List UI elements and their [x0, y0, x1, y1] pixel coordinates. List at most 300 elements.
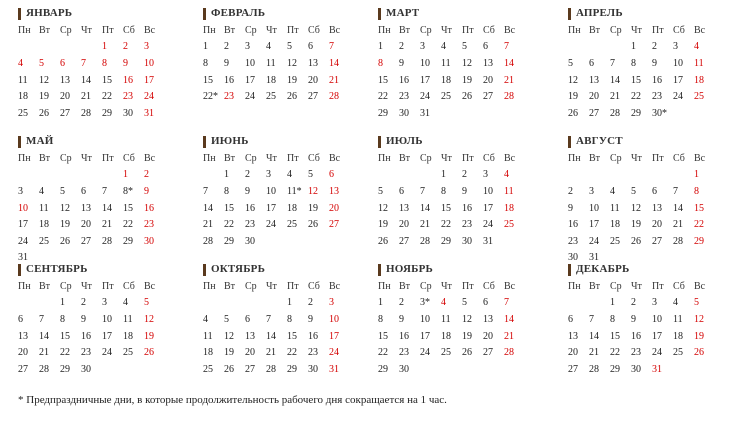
weekday-label: Сб — [308, 24, 320, 36]
holiday-day-cell: 8 — [102, 57, 107, 69]
day-cell: 11 — [266, 57, 276, 69]
empty-day-cell — [589, 295, 610, 312]
day-cell: 22 — [610, 347, 620, 359]
day-cell: 24 — [266, 219, 276, 231]
month-header — [18, 136, 186, 148]
day-cell: 16 — [652, 74, 662, 86]
empty-day-cell — [18, 295, 39, 312]
week-row — [568, 200, 715, 217]
day-cell: 27 — [60, 107, 70, 119]
week-row — [18, 55, 165, 72]
day-cell: 15 — [123, 202, 133, 214]
weekday-label: Ср — [245, 152, 257, 164]
weekday-label: Чт — [631, 152, 642, 164]
empty-day-cell — [483, 361, 504, 378]
holiday-day-cell: 29 — [694, 235, 704, 247]
weekday-label: Пн — [18, 280, 31, 292]
holiday-day-cell: 1 — [694, 169, 699, 181]
month-name: АПРЕЛЬ — [576, 7, 623, 19]
day-cell: 30 — [81, 363, 91, 375]
weekday-label: Пт — [652, 152, 664, 164]
empty-day-cell — [441, 361, 462, 378]
empty-day-cell — [610, 167, 631, 184]
day-cell: 23 — [462, 219, 472, 231]
empty-day-cell — [589, 39, 610, 56]
holiday-day-cell: 5 — [39, 57, 44, 69]
day-cell: 22 — [123, 219, 133, 231]
weekday-label: Пн — [568, 152, 581, 164]
empty-day-cell — [673, 167, 694, 184]
holiday-day-cell: 3 — [144, 41, 149, 53]
footnote: * Предпраздничные дни, в которые продолжительность рабочего дня сокращается на 1 час. — [18, 394, 447, 406]
day-cell: 9 — [462, 185, 467, 197]
day-cell: 19 — [462, 330, 472, 342]
day-cell: 5 — [224, 313, 229, 325]
day-cell: 30* — [652, 107, 667, 119]
weekday-label: Пн — [378, 24, 391, 36]
weekday-label: Вс — [694, 152, 706, 164]
week-row — [203, 39, 350, 56]
day-cell: 16 — [399, 330, 409, 342]
holiday-day-cell: 12 — [308, 185, 318, 197]
day-cell: 13 — [589, 74, 599, 86]
weekday-header-row — [378, 278, 525, 295]
day-cell: 10 — [420, 313, 430, 325]
holiday-day-cell: 17 — [144, 74, 154, 86]
empty-day-cell — [420, 167, 441, 184]
month-name: МАРТ — [386, 7, 420, 19]
month-marker-bar — [568, 264, 571, 276]
weekday-header-row — [568, 22, 715, 39]
week-row — [568, 216, 715, 233]
day-cell: 3 — [420, 41, 425, 53]
day-cell: 31 — [483, 235, 493, 247]
month-header — [568, 136, 736, 148]
week-row — [568, 344, 715, 361]
weekday-label: Ср — [60, 24, 72, 36]
empty-day-cell — [652, 167, 673, 184]
day-cell: 14 — [420, 202, 430, 214]
day-cell: 6 — [483, 297, 488, 309]
month-marker-bar — [18, 8, 21, 20]
empty-day-cell — [224, 295, 245, 312]
day-cell: 11 — [441, 313, 451, 325]
weekday-label: Пн — [568, 24, 581, 36]
day-cell: 3* — [420, 297, 430, 309]
month-grid — [378, 150, 525, 250]
day-cell: 24 — [652, 347, 662, 359]
day-cell: 20 — [18, 347, 28, 359]
empty-day-cell — [60, 39, 81, 56]
day-cell: 17 — [420, 330, 430, 342]
day-cell: 25 — [441, 91, 451, 103]
day-cell: 23 — [245, 219, 255, 231]
day-cell: 29 — [378, 107, 388, 119]
day-cell: 19 — [39, 91, 49, 103]
weekday-label: Вс — [144, 280, 156, 292]
day-cell: 19 — [224, 347, 234, 359]
month-grid — [203, 150, 350, 250]
weekday-label: Вс — [144, 152, 156, 164]
holiday-day-cell: 31 — [329, 363, 339, 375]
weekday-header-row — [568, 278, 715, 295]
day-cell: 28 — [610, 107, 620, 119]
day-cell: 13 — [18, 330, 28, 342]
week-row — [18, 72, 165, 89]
day-cell: 3 — [245, 41, 250, 53]
holiday-day-cell: 10 — [144, 57, 154, 69]
month-header — [203, 264, 371, 276]
weekday-label: Вт — [399, 152, 411, 164]
day-cell: 14 — [203, 202, 213, 214]
day-cell: 14 — [673, 202, 683, 214]
month-grid — [568, 150, 715, 266]
day-cell: 26 — [568, 107, 578, 119]
day-cell: 18 — [266, 74, 276, 86]
day-cell: 14 — [39, 330, 49, 342]
empty-day-cell — [694, 105, 715, 122]
day-cell: 10 — [589, 202, 599, 214]
day-cell: 28 — [102, 235, 112, 247]
day-cell: 25 — [18, 107, 28, 119]
day-cell: 29 — [610, 363, 620, 375]
day-cell: 29 — [102, 107, 112, 119]
day-cell: 10 — [420, 57, 430, 69]
holiday-day-cell: 20 — [329, 202, 339, 214]
day-cell: 31 — [420, 107, 430, 119]
holiday-day-cell: 8 — [378, 57, 383, 69]
day-cell: 9 — [81, 313, 86, 325]
holiday-day-cell: 7 — [329, 41, 334, 53]
month-september — [18, 264, 186, 378]
day-cell: 24 — [420, 347, 430, 359]
day-cell: 19 — [631, 219, 641, 231]
day-cell: 5 — [568, 57, 573, 69]
empty-day-cell — [378, 167, 399, 184]
day-cell: 6 — [483, 41, 488, 53]
day-cell: 28 — [673, 235, 683, 247]
day-cell: 4 — [39, 185, 44, 197]
day-cell: 21 — [102, 219, 112, 231]
day-cell: 22 — [631, 91, 641, 103]
week-row — [568, 183, 715, 200]
weekday-label: Вс — [144, 24, 156, 36]
weekday-header-row — [18, 22, 165, 39]
weekday-label: Ср — [420, 24, 432, 36]
weekday-label: Вт — [224, 280, 236, 292]
empty-day-cell — [631, 167, 652, 184]
holiday-day-cell: 30 — [144, 235, 154, 247]
weekday-label: Вс — [694, 280, 706, 292]
day-cell: 13 — [245, 330, 255, 342]
empty-day-cell — [504, 233, 525, 250]
week-row — [378, 361, 525, 378]
weekday-label: Пт — [462, 24, 474, 36]
day-cell: 8 — [203, 57, 208, 69]
weekday-label: Вт — [224, 152, 236, 164]
weekday-label: Вт — [589, 280, 601, 292]
day-cell: 14 — [610, 74, 620, 86]
day-cell: 25 — [673, 347, 683, 359]
day-cell: 30 — [399, 107, 409, 119]
week-row — [203, 344, 350, 361]
day-cell: 20 — [483, 74, 493, 86]
weekday-label: Пт — [462, 280, 474, 292]
day-cell: 9 — [399, 313, 404, 325]
weekday-header-row — [18, 278, 165, 295]
holiday-day-cell: 25 — [504, 219, 514, 231]
day-cell: 13 — [308, 57, 318, 69]
day-cell: 8 — [60, 313, 65, 325]
day-cell: 25 — [203, 363, 213, 375]
holiday-day-cell: 27 — [329, 219, 339, 231]
week-row — [18, 105, 165, 122]
month-grid — [203, 278, 350, 378]
day-cell: 15 — [102, 74, 112, 86]
day-cell: 6 — [399, 185, 404, 197]
empty-day-cell — [287, 233, 308, 250]
month-header — [378, 136, 546, 148]
day-cell: 22 — [102, 91, 112, 103]
month-marker-bar — [378, 136, 381, 148]
day-cell: 30 — [568, 252, 578, 264]
month-header — [203, 8, 371, 20]
day-cell: 17 — [102, 330, 112, 342]
week-row — [378, 39, 525, 56]
day-cell: 5 — [60, 185, 65, 197]
day-cell: 16 — [245, 202, 255, 214]
holiday-day-cell: 14 — [504, 57, 514, 69]
day-cell: 25 — [287, 219, 297, 231]
holiday-day-cell: 25 — [694, 91, 704, 103]
day-cell: 3 — [266, 169, 271, 181]
day-cell: 3 — [483, 169, 488, 181]
weekday-header-row — [203, 150, 350, 167]
holiday-day-cell: 1 — [102, 41, 107, 53]
week-row — [18, 233, 165, 250]
week-row — [378, 311, 525, 328]
day-cell: 29 — [631, 107, 641, 119]
empty-day-cell — [266, 295, 287, 312]
week-row — [203, 72, 350, 89]
day-cell: 28 — [589, 363, 599, 375]
day-cell: 23 — [399, 347, 409, 359]
day-cell: 18 — [673, 330, 683, 342]
empty-day-cell — [102, 361, 123, 378]
weekday-label: Вс — [329, 152, 341, 164]
day-cell: 25 — [266, 91, 276, 103]
week-row — [18, 167, 165, 184]
month-grid — [18, 22, 165, 122]
day-cell: 21 — [39, 347, 49, 359]
weekday-label: Пн — [203, 280, 216, 292]
month-name: ИЮНЬ — [211, 135, 249, 147]
day-cell: 12 — [462, 57, 472, 69]
day-cell: 19 — [378, 219, 388, 231]
day-cell: 7 — [673, 185, 678, 197]
weekday-label: Сб — [123, 152, 135, 164]
weekday-label: Пт — [102, 24, 114, 36]
weekday-label: Сб — [673, 152, 685, 164]
day-cell: 1 — [631, 41, 636, 53]
day-cell: 29 — [60, 363, 70, 375]
holiday-day-cell: 9 — [144, 185, 149, 197]
day-cell: 29 — [123, 235, 133, 247]
month-name: СЕНТЯБРЬ — [26, 263, 88, 275]
day-cell: 19 — [568, 91, 578, 103]
day-cell: 12 — [568, 74, 578, 86]
week-row — [568, 105, 715, 122]
holiday-day-cell: 4 — [694, 41, 699, 53]
empty-day-cell — [39, 167, 60, 184]
day-cell: 8 — [631, 57, 636, 69]
week-row — [568, 311, 715, 328]
weekday-label: Чт — [81, 152, 92, 164]
holiday-day-cell: 28 — [504, 91, 514, 103]
day-cell: 2 — [631, 297, 636, 309]
week-row — [18, 39, 165, 56]
day-cell: 15 — [224, 202, 234, 214]
holiday-day-cell: 24 — [144, 91, 154, 103]
holiday-day-cell: 4 — [18, 57, 23, 69]
day-cell: 20 — [308, 74, 318, 86]
day-cell: 11* — [287, 185, 302, 197]
holiday-day-cell: 17 — [329, 330, 339, 342]
week-row — [18, 295, 165, 312]
day-cell: 6 — [18, 313, 23, 325]
week-row — [378, 55, 525, 72]
weekday-label: Ср — [610, 280, 622, 292]
day-cell: 18 — [18, 91, 28, 103]
day-cell: 14 — [589, 330, 599, 342]
holiday-day-cell: 4 — [441, 297, 446, 309]
day-cell: 2 — [308, 297, 313, 309]
day-cell: 20 — [399, 219, 409, 231]
empty-day-cell — [673, 105, 694, 122]
day-cell: 7 — [266, 313, 271, 325]
weekday-label: Ср — [420, 280, 432, 292]
empty-day-cell — [308, 233, 329, 250]
day-cell: 23 — [399, 91, 409, 103]
day-cell: 23 — [631, 347, 641, 359]
day-cell: 21 — [610, 91, 620, 103]
empty-day-cell — [266, 233, 287, 250]
holiday-day-cell: 10 — [18, 202, 28, 214]
week-row — [378, 233, 525, 250]
holiday-day-cell: 7 — [504, 41, 509, 53]
weekday-label: Пт — [652, 24, 664, 36]
weekday-label: Вт — [589, 24, 601, 36]
day-cell: 22 — [441, 219, 451, 231]
day-cell: 7 — [39, 313, 44, 325]
day-cell: 22 — [60, 347, 70, 359]
holiday-day-cell: 31 — [652, 363, 662, 375]
day-cell: 27 — [308, 91, 318, 103]
weekday-label: Чт — [266, 280, 277, 292]
week-row — [568, 72, 715, 89]
day-cell: 10 — [673, 57, 683, 69]
weekday-label: Пт — [462, 152, 474, 164]
month-marker-bar — [568, 8, 571, 20]
day-cell: 13 — [652, 202, 662, 214]
day-cell: 5 — [308, 169, 313, 181]
day-cell: 29 — [224, 235, 234, 247]
empty-day-cell — [420, 361, 441, 378]
month-marker-bar — [203, 8, 206, 20]
weekday-label: Сб — [483, 24, 495, 36]
empty-day-cell — [483, 105, 504, 122]
day-cell: 20 — [589, 91, 599, 103]
month-march — [378, 8, 546, 122]
holiday-day-cell: 31 — [144, 107, 154, 119]
day-cell: 28 — [81, 107, 91, 119]
week-row — [18, 311, 165, 328]
day-cell: 21 — [203, 219, 213, 231]
month-grid — [18, 278, 165, 378]
weekday-label: Пт — [287, 152, 299, 164]
day-cell: 16 — [399, 74, 409, 86]
day-cell: 15 — [60, 330, 70, 342]
day-cell: 23 — [81, 347, 91, 359]
day-cell: 19 — [462, 74, 472, 86]
day-cell: 3 — [589, 185, 594, 197]
weekday-label: Сб — [673, 24, 685, 36]
day-cell: 31 — [589, 252, 599, 264]
day-cell: 13 — [81, 202, 91, 214]
day-cell: 29 — [378, 363, 388, 375]
day-cell: 14 — [102, 202, 112, 214]
day-cell: 12 — [60, 202, 70, 214]
month-name: НОЯБРЬ — [386, 263, 433, 275]
holiday-day-cell: 5 — [694, 297, 699, 309]
weekday-label: Сб — [673, 280, 685, 292]
day-cell: 27 — [399, 235, 409, 247]
week-row — [568, 361, 715, 378]
day-cell: 16 — [81, 330, 91, 342]
day-cell: 2 — [224, 41, 229, 53]
weekday-label: Пн — [568, 280, 581, 292]
day-cell: 1 — [378, 297, 383, 309]
day-cell: 27 — [245, 363, 255, 375]
weekday-label: Вс — [694, 24, 706, 36]
weekday-label: Чт — [441, 24, 452, 36]
day-cell: 16 — [631, 330, 641, 342]
month-august — [568, 136, 736, 266]
day-cell: 12 — [462, 313, 472, 325]
day-cell: 4 — [610, 185, 615, 197]
holiday-day-cell: 16 — [123, 74, 133, 86]
empty-day-cell — [504, 105, 525, 122]
day-cell: 13 — [483, 57, 493, 69]
weekday-label: Вс — [329, 280, 341, 292]
day-cell: 26 — [462, 91, 472, 103]
weekday-label: Вт — [39, 152, 51, 164]
weekday-label: Ср — [610, 24, 622, 36]
day-cell: 13 — [483, 313, 493, 325]
weekday-label: Чт — [266, 24, 277, 36]
day-cell: 5 — [462, 41, 467, 53]
day-cell: 26 — [631, 235, 641, 247]
day-cell: 22 — [224, 219, 234, 231]
day-cell: 10 — [102, 313, 112, 325]
day-cell: 20 — [245, 347, 255, 359]
weekday-label: Пн — [18, 24, 31, 36]
day-cell: 13 — [399, 202, 409, 214]
day-cell: 12 — [378, 202, 388, 214]
weekday-label: Вт — [589, 152, 601, 164]
day-cell: 27 — [18, 363, 28, 375]
week-row — [203, 311, 350, 328]
